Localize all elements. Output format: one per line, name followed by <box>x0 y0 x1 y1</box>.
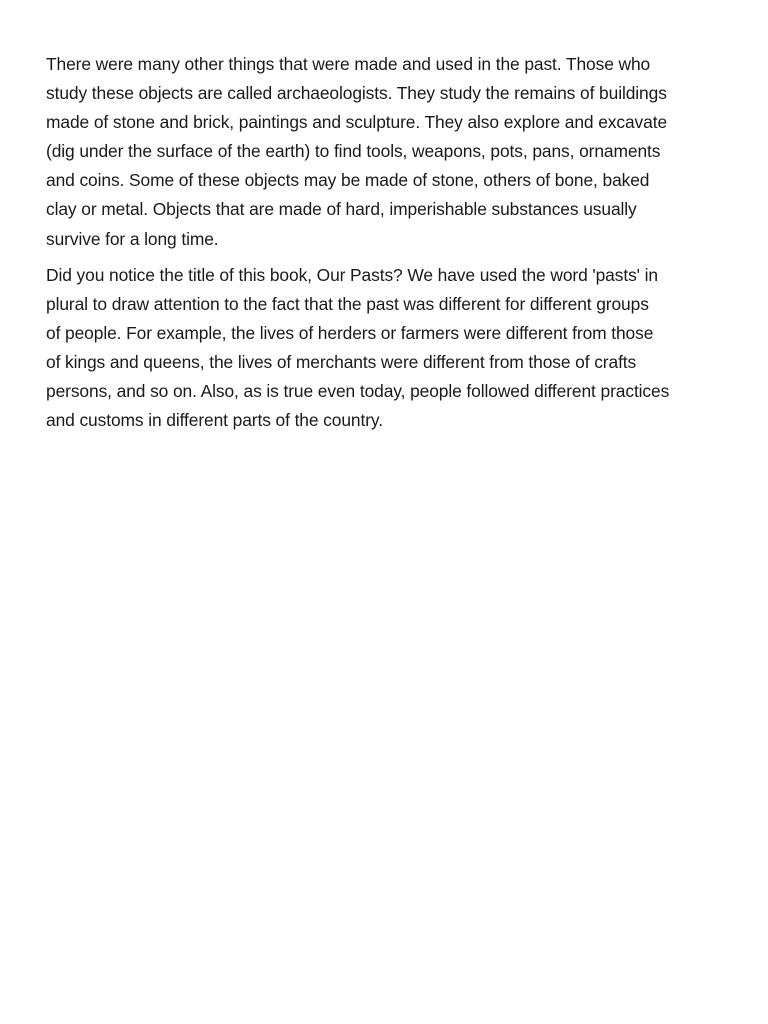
text-line: survive for a long time. <box>46 228 219 249</box>
text-line: persons, and so on. Also, as is true even today, people followed different practices <box>46 381 670 402</box>
paragraph-archaeologists <box>46 50 726 254</box>
text-line: and coins. Some of these objects may be made of stone, others of bone, baked <box>46 170 650 191</box>
text-line: study these objects are called archaeologists. They study the remains of buildings <box>46 83 667 104</box>
text-line: Did you notice the title of this book, Our Pasts? We have used the word 'pasts' in <box>46 264 658 285</box>
text-line: There were many other things that were made and used in the past. Those who <box>46 54 651 74</box>
text-line: plural to draw attention to the fact that the past was different for different groups <box>46 293 649 314</box>
paragraph-our-pasts <box>46 261 726 436</box>
text-line: and customs in different parts of the country. <box>46 410 383 431</box>
text-line: clay or metal. Objects that are made of hard, imperishable substances usually <box>46 199 637 220</box>
text-line: of kings and queens, the lives of merchants were different from those of crafts <box>46 351 637 372</box>
text-line: of people. For example, the lives of herders or farmers were different from those <box>46 322 654 343</box>
text-line: (dig under the surface of the earth) to find tools, weapons, pots, pans, ornaments <box>46 141 661 162</box>
text-line: made of stone and brick, paintings and sculpture. They also explore and excavate <box>46 112 668 133</box>
